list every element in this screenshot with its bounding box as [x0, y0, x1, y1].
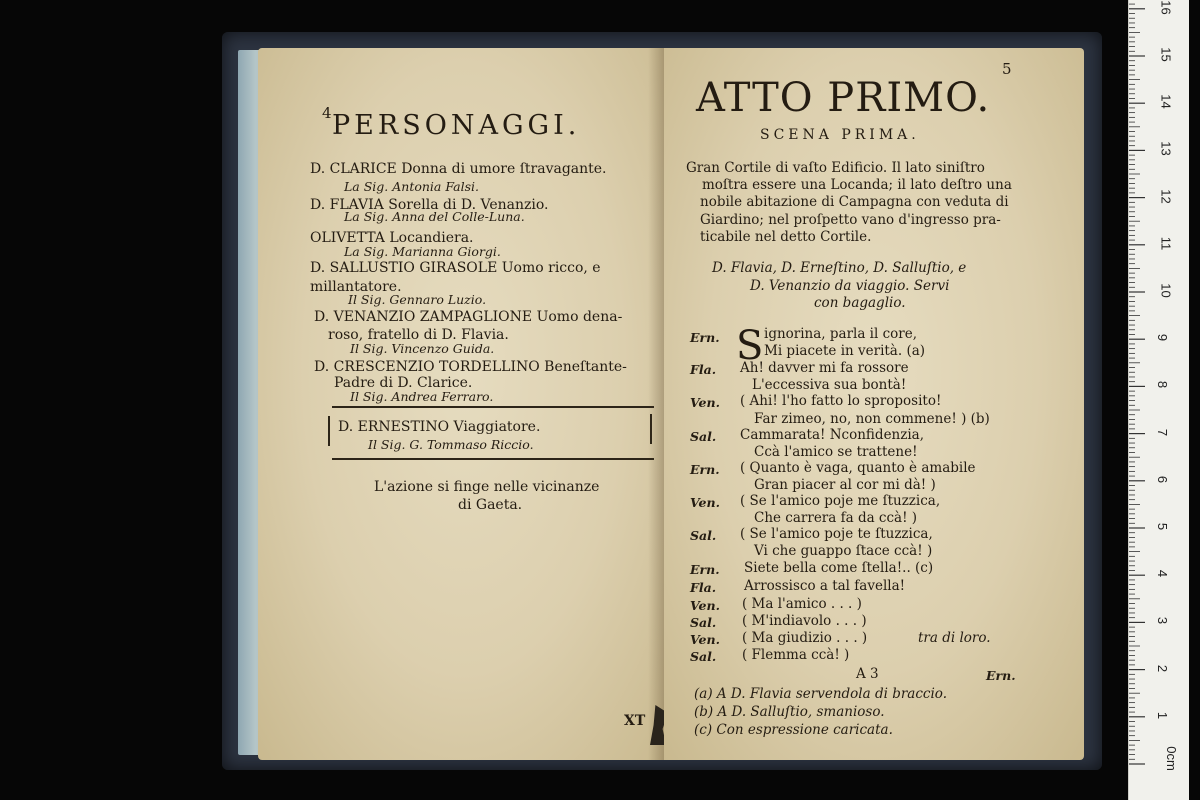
left-page-number: 4	[322, 104, 332, 122]
ruler-number: 3	[1155, 617, 1171, 625]
dialogue-line: ( Quanto è vaga, quanto è amabile	[740, 460, 976, 476]
ruler-number: 11	[1158, 236, 1174, 251]
speaker-ern: Ern.	[690, 462, 720, 477]
speaker-ven: Ven.	[690, 395, 720, 410]
dialogue-line: ( M'indiavolo . . . )	[742, 613, 867, 629]
ruler-number: 12	[1158, 188, 1174, 204]
dialogue-line: Arrossisco a tal favella!	[744, 578, 906, 594]
ruler-number: 8	[1155, 381, 1171, 389]
catchword: Ern.	[986, 668, 1016, 683]
performer-flavia: La Sig. Anna del Colle-Luna.	[344, 209, 525, 224]
dialogue-line: ( Se l'amico poje te ſtuzzica,	[740, 526, 933, 542]
setting-line-1: L'azione si finge nelle vicinanze	[374, 479, 600, 495]
description-line-4: Giardino; nel proſpetto vano d'ingresso pra-	[700, 212, 1001, 228]
speaker-sal: Sal.	[690, 429, 717, 444]
role-ernestino: D. ERNESTINO Viaggiatore.	[338, 419, 541, 435]
dialogue-line: Che carrera fa da ccà! )	[754, 510, 918, 526]
role-sallustio-cont: millantatore.	[310, 279, 402, 295]
speaker-sal: Sal.	[690, 615, 717, 630]
description-line-5: ticabile nel detto Cortile.	[700, 229, 872, 245]
dialogue-line: ignorina, parla il core,	[764, 326, 918, 342]
dialogue-line: ( Ma giudizio . . . )	[742, 630, 868, 646]
description-line-3: nobile abitazione di Campagna con veduta di	[700, 194, 1009, 210]
signature-a3: A 3	[856, 666, 879, 682]
dialogue-line: ( Flemma ccà! )	[742, 647, 850, 663]
footnote-c: (c) Con espressione caricata.	[694, 722, 893, 738]
footnote-a: (a) A D. Flavia servendola di braccio.	[694, 686, 947, 702]
ruler-number: 5	[1155, 522, 1171, 531]
footnote-b: (b) A D. Salluſtio, smanioso.	[694, 704, 885, 720]
signature-mark: XT	[624, 713, 646, 729]
role-venanzio: D. VENANZIO ZAMPAGLIONE Uomo dena-	[314, 309, 623, 325]
ruler-ticks	[1129, 0, 1189, 800]
dialogue-line: ( Se l'amico poje me ſtuzzica,	[740, 493, 941, 509]
role-venanzio-cont: roso, fratello di D. Flavia.	[328, 327, 509, 343]
ruler-number: 7	[1155, 428, 1171, 436]
personaggi-heading: PERSONAGGI.	[332, 110, 581, 141]
dialogue-line: ( Ahi! l'ho fatto lo sproposito!	[740, 393, 942, 409]
ruler-number: 14	[1158, 94, 1174, 109]
performer-ernestino: Il Sig. G. Tommaso Riccio.	[368, 437, 534, 452]
speaker-ven: Ven.	[690, 598, 720, 613]
performer-venanzio: Il Sig. Vincenzo Guida.	[350, 341, 495, 356]
right-page-number: 5	[1002, 60, 1012, 78]
dialogue-line: Ah! davver mi fa rossore	[740, 360, 909, 376]
role-clarice: D. CLARICE Donna di umore ſtravagante.	[310, 161, 607, 177]
ruler-number: 4	[1155, 570, 1171, 578]
dialogue-line: Mi piacete in verità. (a)	[764, 343, 926, 359]
performer-sallustio: Il Sig. Gennaro Luzio.	[348, 292, 487, 307]
box-left-rule	[328, 416, 330, 446]
dialogue-line: Far zimeo, no, non commene! ) (b)	[754, 411, 990, 427]
dialogue-line: Siete bella come ſtella!.. (c)	[744, 560, 934, 576]
role-flavia: D. FLAVIA Sorella di D. Venanzio.	[310, 197, 549, 213]
ruler-number: 15	[1158, 47, 1174, 62]
scena-prima-heading: SCENA PRIMA.	[760, 127, 920, 143]
dropcap-s: S	[736, 323, 764, 369]
dialogue-line: Ccà l'amico se trattene!	[754, 444, 918, 460]
role-crescenzio: D. CRESCENZIO TORDELLINO Beneſtante-	[314, 359, 627, 375]
speaker-ern: Ern.	[690, 562, 720, 577]
box-top-rule	[332, 406, 654, 408]
performer-olivetta: La Sig. Marianna Giorgi.	[344, 244, 501, 259]
role-olivetta: OLIVETTA Locandiera.	[310, 230, 474, 246]
ruler-number: 9	[1155, 334, 1171, 342]
dialogue-line: ( Ma l'amico . . . )	[742, 596, 862, 612]
box-bottom-rule	[332, 458, 654, 460]
ruler-number: 2	[1155, 664, 1171, 672]
speaker-ern: Ern.	[690, 330, 720, 345]
stage-direction-1: D. Flavia, D. Erneſtino, D. Salluſtio, e	[712, 260, 967, 276]
role-sallustio: D. SALLUSTIO GIRASOLE Uomo ricco, e	[310, 260, 601, 276]
aside-tra-di-loro: tra di loro.	[918, 630, 991, 646]
right-page	[664, 48, 1084, 760]
speaker-fla: Fla.	[690, 362, 717, 377]
ruler-number: 16	[1158, 0, 1174, 15]
stage-direction-3: con bagaglio.	[814, 295, 906, 311]
speaker-ven: Ven.	[690, 632, 720, 647]
description-line-1: Gran Cortile di vaſto Edificio. Il lato siniſtro	[686, 160, 985, 176]
dialogue-line: Vi che guappo ſtace ccà! )	[754, 543, 933, 559]
speaker-sal: Sal.	[690, 528, 717, 543]
dialogue-line: L'eccessiva sua bontà!	[752, 377, 907, 393]
stage-direction-2: D. Venanzio da viaggio. Servi	[750, 278, 950, 294]
ruler-number: 1	[1155, 711, 1171, 719]
speaker-ven: Ven.	[690, 495, 720, 510]
setting-line-2: di Gaeta.	[458, 497, 523, 513]
ruler-number: 13	[1158, 141, 1174, 157]
ruler-unit-label: 0cm	[1163, 746, 1179, 771]
speaker-sal: Sal.	[690, 649, 717, 664]
role-crescenzio-cont: Padre di D. Clarice.	[334, 375, 473, 391]
speaker-fla: Fla.	[690, 580, 717, 595]
performer-crescenzio: Il Sig. Andrea Ferraro.	[350, 389, 494, 404]
measurement-ruler	[1128, 0, 1189, 800]
dialogue-line: Cammarata! Nconfidenzia,	[740, 427, 925, 443]
performer-clarice: La Sig. Antonia Falsi.	[344, 179, 479, 194]
atto-primo-heading: ATTO PRIMO.	[696, 75, 991, 121]
dialogue-line: Gran piacer al cor mi dà! )	[754, 477, 936, 493]
ruler-number: 10	[1158, 283, 1174, 298]
ruler-number: 6	[1155, 475, 1171, 483]
left-page	[258, 48, 670, 760]
description-line-2: moſtra essere una Locanda; il lato deſtro una	[702, 177, 1012, 193]
